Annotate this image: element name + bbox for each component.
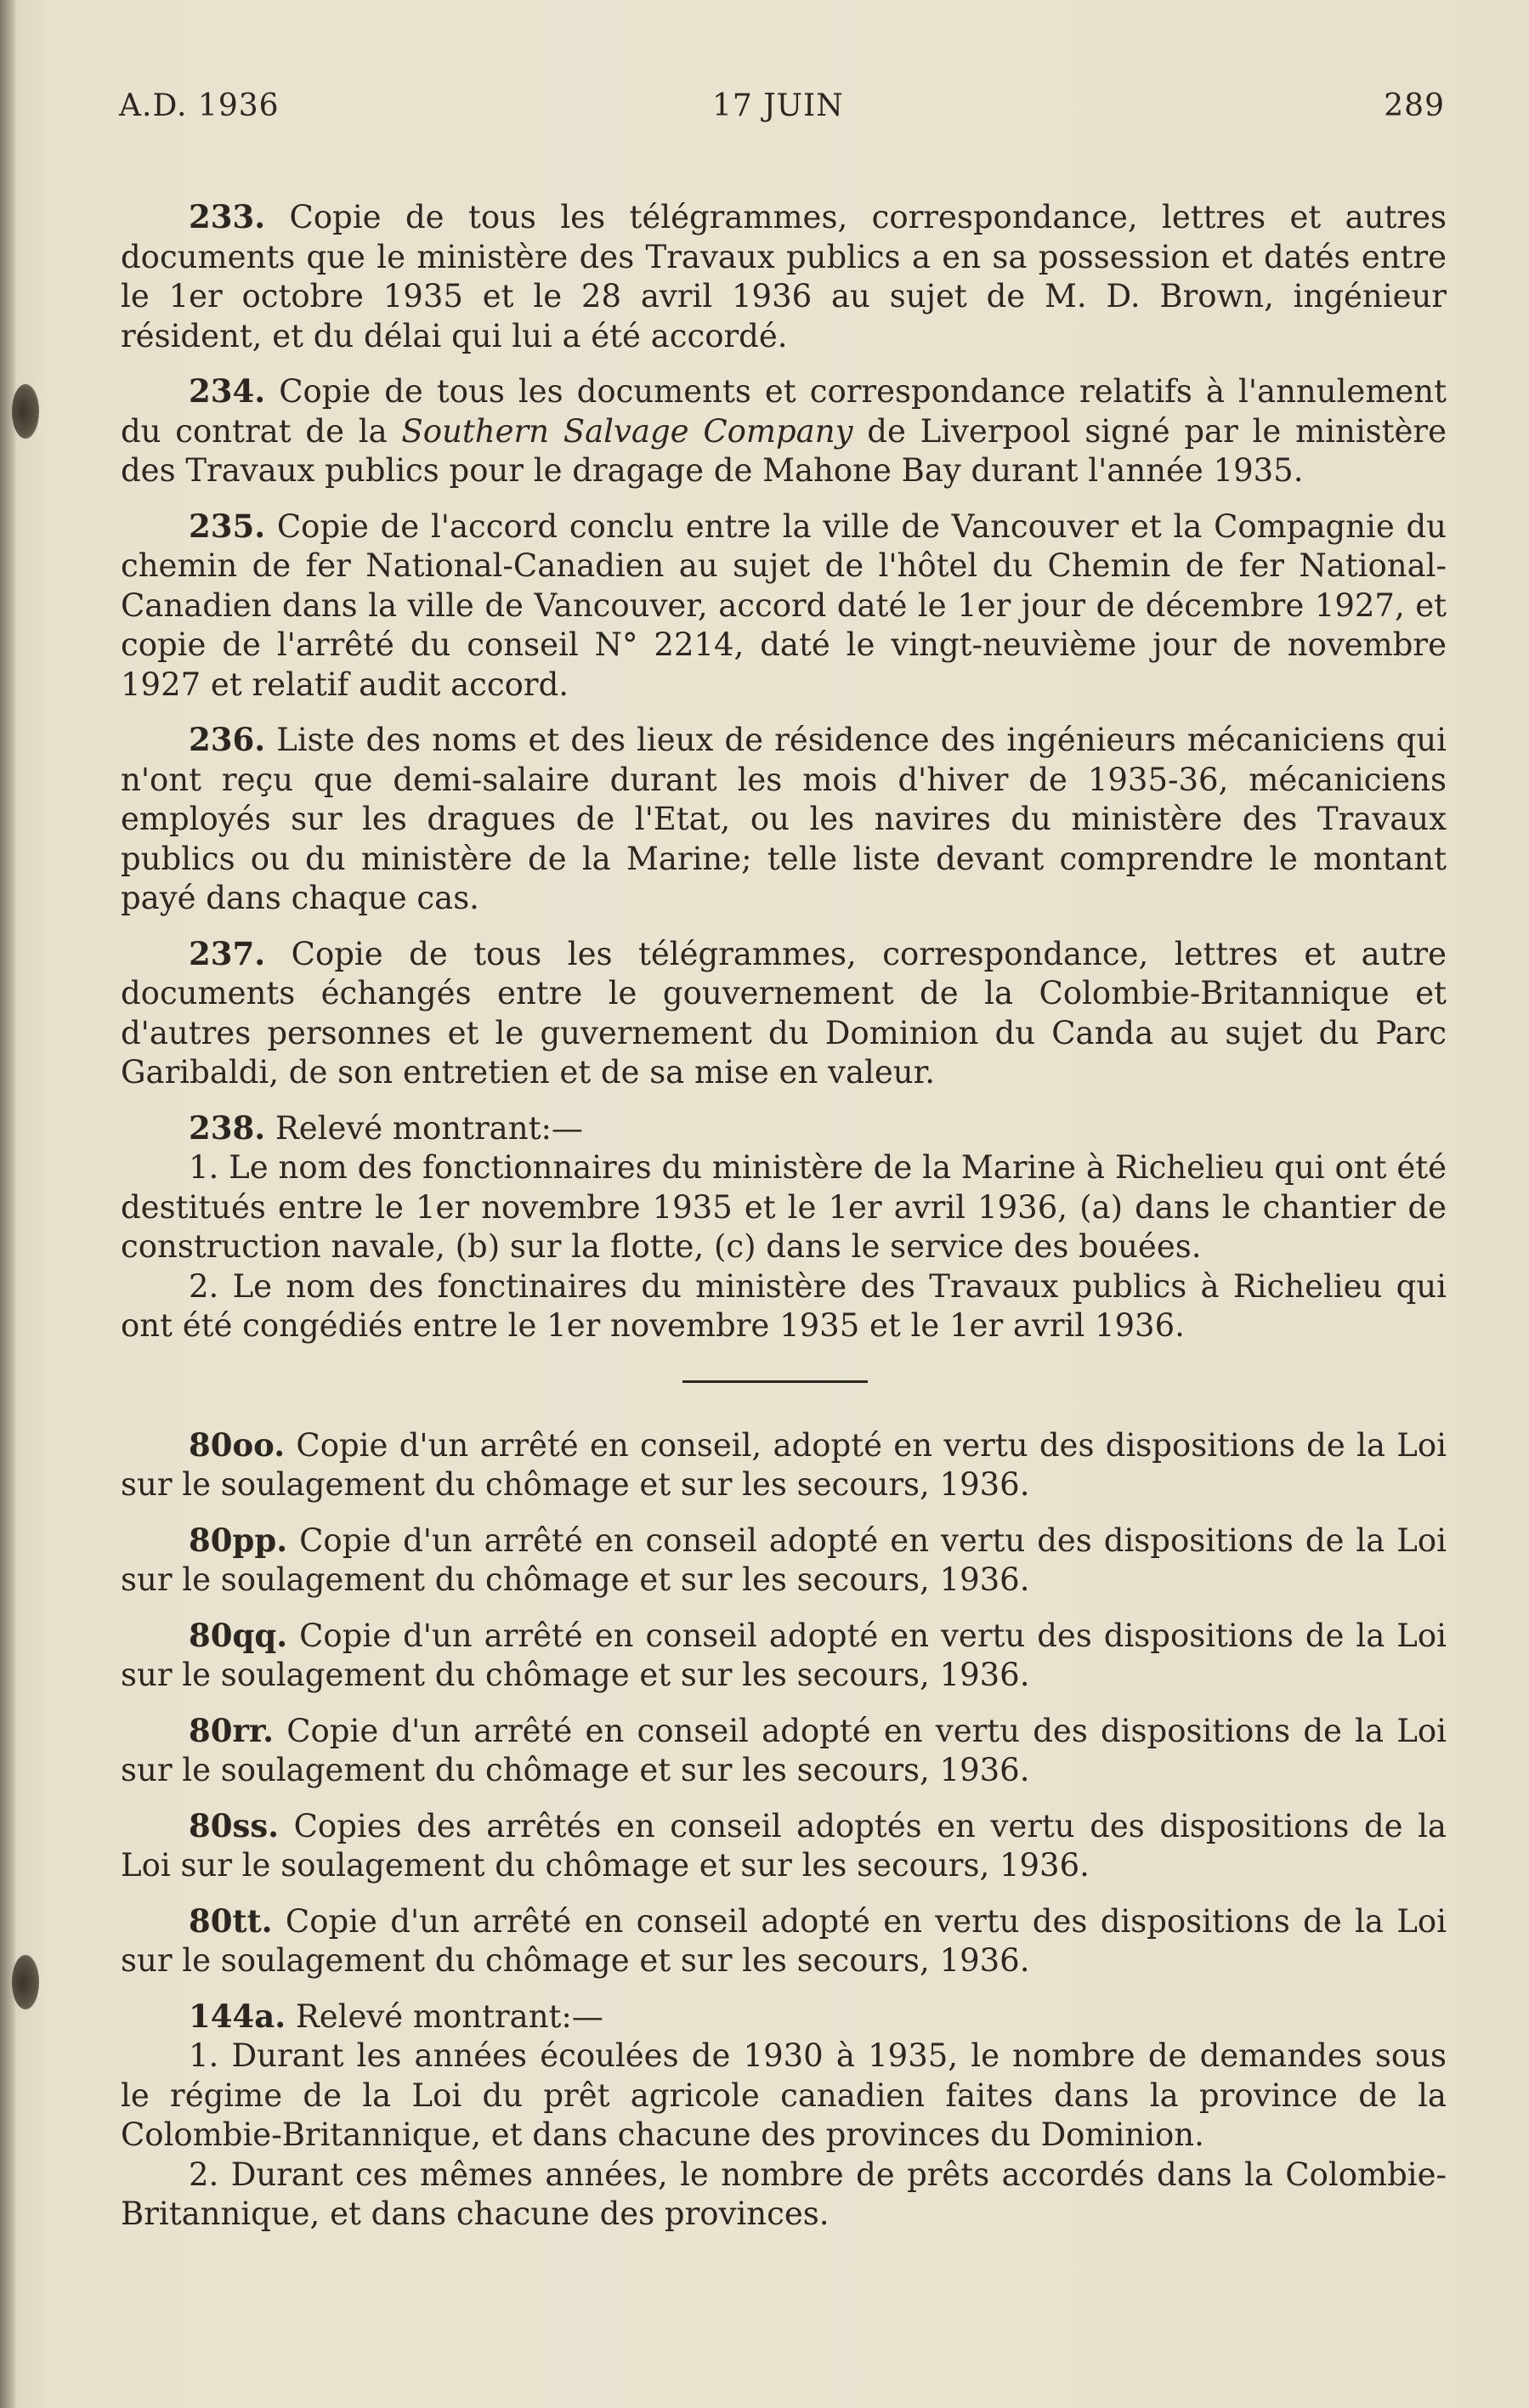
- entry-text: Copie d'un arrêté en conseil adopté en vertu des dispositions de la Loi sur le soulagement du chômage et sur les secours, 1936.: [121, 1712, 1447, 1788]
- entry-text: Copie d'un arrêté en conseil, adopté en vertu des dispositions de la Loi sur le soulagement du chômage et sur les secours, 1936.: [121, 1426, 1447, 1503]
- entry-text: Copie de l'accord conclu entre la ville de Vancouver et la Compagnie du chemin de fer National-Canadien au sujet de l'hôtel du Chemin de fer National-Canadien dans la ville de Vancouver, accord daté le 1er jour de décembre 1927, et copie de l'arrêté du conseil N° 2214, daté le vingt-neuvième jour de novembre 1927 et relatif audit accord.: [121, 507, 1447, 703]
- entry-number: 80pp.: [189, 1521, 288, 1559]
- entry-80pp: [121, 1521, 1447, 1601]
- entry-intro: [121, 1997, 1447, 2037]
- entry-236: [121, 720, 1447, 919]
- entry-subitem: 1. Le nom des fonctionnaires du ministère de la Marine à Richelieu qui ont été destitués entre le 1er novembre 1935 et le 1er avril 1936, (a) dans le chantier de construction navale, (b) sur la flotte, (c) dans le service des bouées.: [121, 1149, 1447, 1265]
- entry-text: Copie d'un arrêté en conseil adopté en vertu des dispositions de la Loi sur le soulagement du chômage et sur les secours, 1936.: [121, 1521, 1447, 1598]
- page-number: 289: [1384, 88, 1445, 123]
- entry-number: 80ss.: [189, 1806, 280, 1844]
- entry-80tt: [121, 1901, 1447, 1981]
- entry-233: [121, 197, 1447, 356]
- entry-80qq: [121, 1616, 1447, 1696]
- punch-hole: [12, 384, 39, 439]
- entry-subitem: 2. Le nom des fonctinaires du ministère des Travaux publics à Richelieu qui ont été congédiés entre le 1er novembre 1935 et le 1er avril 1936.: [121, 1267, 1447, 1344]
- entry-text: Copies des arrêtés en conseil adoptés en vertu des dispositions de la Loi sur le soulagement du chômage et sur les secours, 1936.: [121, 1807, 1447, 1884]
- punch-hole: [12, 1955, 39, 2009]
- entry-number: 238.: [189, 1108, 266, 1147]
- entry-237: [121, 934, 1447, 1093]
- header-year: A.D. 1936: [119, 88, 280, 123]
- entry-subitem: 1. Durant les années écoulées de 1930 à 1935, le nombre de demandes sous le régime de la Loi du prêt agricole canadien faites dans la province de la Colombie-Britannique, et dans chacune des provinces du Dominion.: [121, 2037, 1447, 2153]
- entry-number: 234.: [189, 372, 266, 410]
- entry-238: [121, 1108, 1447, 1346]
- entry-subitem: 2. Durant ces mêmes années, le nombre de prêts accordés dans la Colombie-Britannique, et dans chacune des provinces.: [121, 2156, 1447, 2232]
- entry-text: Liste des noms et des lieux de résidence des ingénieurs mécaniciens qui n'ont reçu que demi-salaire durant les mois d'hiver de 1935-36, mécaniciens employés sur les dragues de l'Etat, ou les navires du ministère des Travaux publics ou du ministère de la Marine; telle liste devant comprendre le montant payé dans chaque cas.: [121, 722, 1447, 916]
- entry-number: 236.: [189, 721, 266, 758]
- entry-number: 80rr.: [189, 1711, 274, 1749]
- section-divider: [682, 1380, 868, 1383]
- document-body: [121, 197, 1447, 2250]
- entry-number: 144a.: [189, 1997, 286, 2035]
- entry-text: Copie de tous les documents et correspondance relatifs à l'annulement du contrat de la: [121, 373, 1447, 450]
- entry-number: 80tt.: [189, 1901, 273, 1940]
- running-header: [119, 88, 1445, 139]
- entry-number: 80qq.: [189, 1616, 288, 1654]
- entry-234: [121, 371, 1447, 491]
- entry-number: 237.: [189, 934, 266, 972]
- entry-text: Copie d'un arrêté en conseil adopté en vertu des dispositions de la Loi sur le soulagement du chômage et sur les secours, 1936.: [121, 1617, 1447, 1693]
- entry-text: Copie de tous les télégrammes, correspondance, lettres et autre documents échangés entre le gouvernement de la Colombie-Britannique et d'autres personnes et le guvernement du Dominion du Canda au sujet du Parc Garibaldi, de son entretien et de sa mise en valeur.: [121, 935, 1447, 1091]
- entry-text: Copie d'un arrêté en conseil adopté en vertu des dispositions de la Loi sur le soulagement du chômage et sur les secours, 1936.: [121, 1902, 1447, 1979]
- entry-80rr: [121, 1711, 1447, 1791]
- company-name: Southern Salvage Company: [401, 412, 853, 450]
- binding-edge: [0, 0, 15, 2408]
- entry-number: 80oo.: [189, 1425, 286, 1464]
- entry-text: de Liverpool signé par le ministère des Travaux publics pour le dragage de Mahone Bay durant l'année 1935.: [121, 412, 1447, 489]
- entry-number: 235.: [189, 507, 266, 545]
- entry-80oo: [121, 1425, 1447, 1505]
- entry-80ss: [121, 1806, 1447, 1886]
- entry-text: Copie de tous les télégrammes, correspondance, lettres et autres documents que le ministère des Travaux publics a en sa possession et datés entre le 1er octobre 1935 et le 28 avril 1936 au sujet de M. D. Brown, ingénieur résident, et du délai qui lui a été accordé.: [121, 199, 1447, 354]
- header-date: 17 JUIN: [712, 88, 844, 123]
- entry-intro-text: Relevé montrant:—: [295, 1997, 603, 2035]
- entry-144a: [121, 1997, 1447, 2235]
- entry-intro: [121, 1108, 1447, 1149]
- entry-235: [121, 507, 1447, 705]
- entry-number: 233.: [189, 198, 266, 235]
- entry-intro-text: Relevé montrant:—: [275, 1109, 583, 1147]
